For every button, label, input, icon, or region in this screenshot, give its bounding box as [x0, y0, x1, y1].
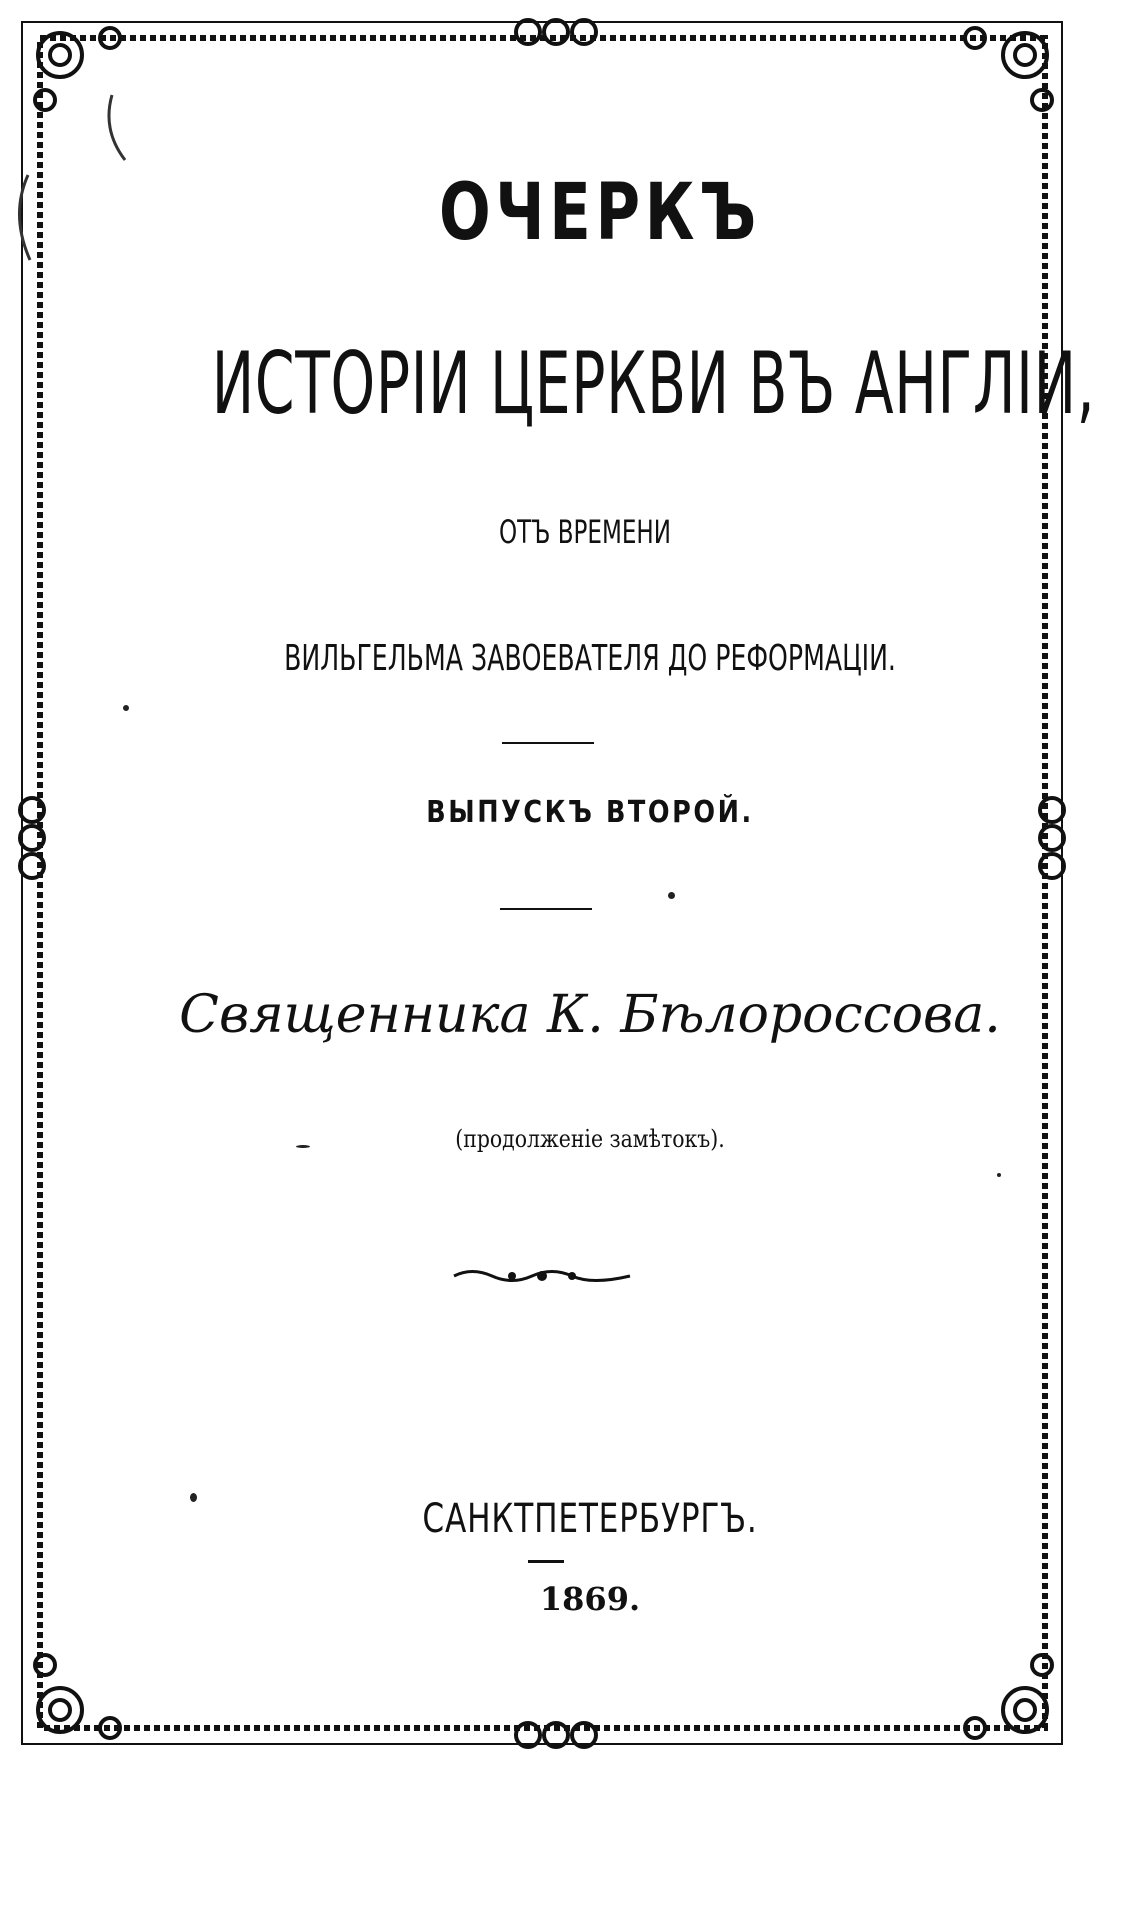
- corner-ornament-top-left: [35, 28, 120, 110]
- author-line: Священника К. Бѣлороссова.: [179, 985, 1001, 1045]
- subtitle-line-1: ОТЪ ВРЕМЕНИ: [499, 513, 671, 551]
- subtitle-line-2: ВИЛЬГЕЛЬМА ЗАВОЕВАТЕЛЯ ДО РЕФОРМАЦІИ.: [284, 638, 896, 679]
- print-speck: [190, 1493, 197, 1502]
- corner-ornament-top-right: [965, 28, 1052, 110]
- title-subtitle: ИСТОРІИ ЦЕРКВИ ВЪ АНГЛІИ,: [211, 334, 1096, 434]
- place-of-publication: САНКТПЕТЕРБУРГЪ.: [422, 1496, 758, 1542]
- subtitle-note: (продолженіе замѣтокъ).: [455, 1125, 725, 1153]
- print-speck: [123, 705, 129, 711]
- print-speck: [296, 1145, 310, 1148]
- publication-year: 1869.: [539, 1580, 641, 1618]
- print-speck: [668, 892, 675, 899]
- title-main: ОЧЕРКЪ: [438, 168, 761, 258]
- divider-rule-2: [500, 908, 592, 910]
- divider-rule-3: [528, 1560, 564, 1563]
- issue-label: ВЫПУСКЪ ВТОРОЙ.: [426, 795, 754, 830]
- divider-rule-1: [502, 742, 594, 744]
- print-speck: [997, 1173, 1001, 1177]
- pencil-mark: [109, 95, 125, 160]
- fleuron-ornament: [452, 1265, 632, 1287]
